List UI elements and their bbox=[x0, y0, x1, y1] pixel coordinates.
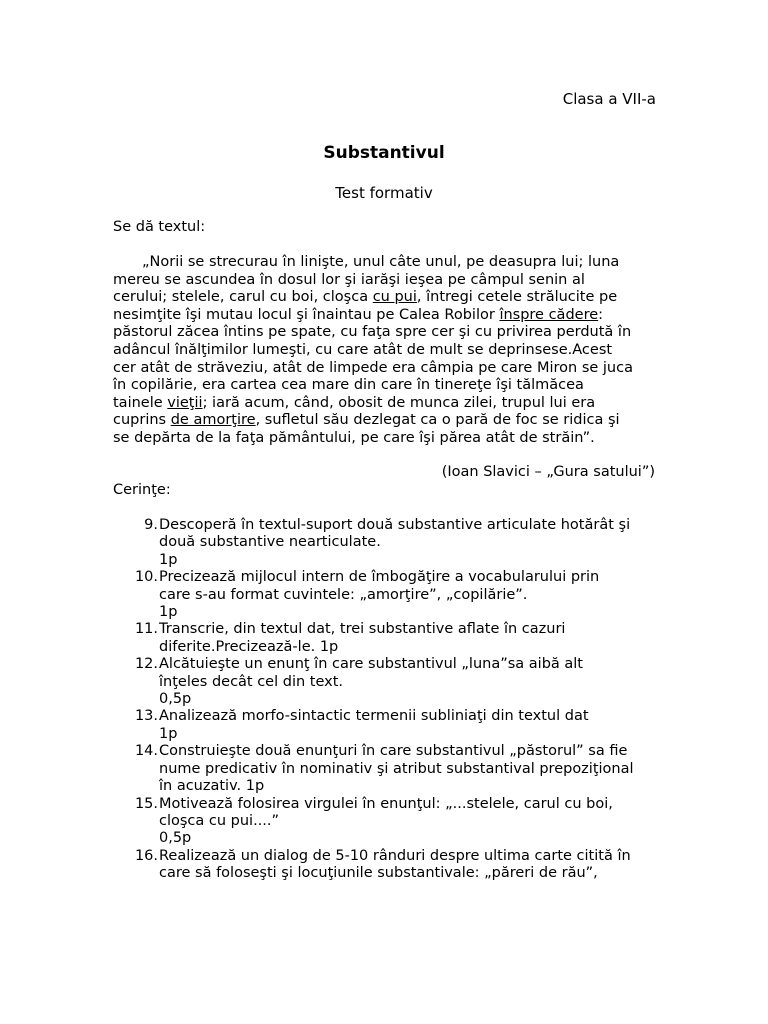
requirement-line: 1p bbox=[159, 725, 178, 742]
requirements-label: Cerinţe: bbox=[113, 482, 171, 498]
requirement-number: 11. bbox=[134, 621, 158, 638]
requirement-line: în acuzativ. 1p bbox=[159, 778, 265, 795]
requirement-text bbox=[159, 743, 658, 795]
passage-line bbox=[113, 289, 653, 307]
requirement-item bbox=[113, 848, 658, 883]
requirement-item bbox=[113, 517, 658, 569]
requirement-line: Precizează mijlocul intern de îmbogăţire a vocabularului prin bbox=[159, 569, 600, 586]
requirement-number: 9. bbox=[144, 517, 158, 533]
requirement-text bbox=[159, 517, 658, 569]
requirement-text bbox=[159, 708, 658, 743]
passage-source: (Ioan Slavici – „Gura satului”) bbox=[441, 464, 655, 480]
requirement-line: Descoperă în textul-suport două substantive articulate hotărât şi bbox=[159, 517, 631, 533]
requirement-item bbox=[113, 708, 658, 743]
requirement-number: 15. bbox=[134, 795, 158, 812]
passage-line bbox=[113, 412, 653, 430]
passage-text: nesimţite îşi mutau locul şi înaintau pe Calea Robilor bbox=[113, 306, 500, 323]
requirement-text bbox=[159, 796, 658, 848]
underlined-term: cu pui bbox=[372, 289, 417, 306]
requirement-text bbox=[159, 569, 658, 621]
requirement-line: cloşca cu pui....” bbox=[159, 812, 280, 829]
requirement-line: care să foloseşti şi locuţiunile substantivale: „păreri de rău”, bbox=[159, 865, 598, 882]
requirement-line: 0,5p bbox=[159, 691, 192, 708]
requirement-number: 16. bbox=[134, 847, 158, 864]
requirement-line: care s-au format cuvintele: „amorţire”, „copilărie”. bbox=[159, 586, 528, 603]
passage-line: adâncul înălţimilor lumeşti, cu care atât de mult se deprinsese.Acest bbox=[113, 341, 613, 358]
passage-line: în copilărie, era cartea cea mare din care în tinereţe îşi tălmăcea bbox=[113, 377, 584, 394]
passage-line: cer atât de străveziu, atât de limpede era câmpia pe care Miron se juca bbox=[113, 359, 633, 376]
requirement-line: nume predicativ în nominativ şi atribut substantival prepoziţional bbox=[159, 760, 634, 777]
underlined-term: vieţii bbox=[167, 394, 203, 411]
page-title: Substantivul bbox=[323, 143, 445, 163]
requirement-number: 13. bbox=[134, 708, 158, 725]
requirement-line: 0,5p bbox=[159, 830, 192, 847]
requirement-item bbox=[113, 743, 658, 795]
requirement-item bbox=[113, 796, 658, 848]
requirement-line: diferite.Precizează-le. 1p bbox=[159, 638, 339, 655]
requirement-line: Analizează morfo-sintactic termenii subliniaţi din textul dat bbox=[159, 708, 589, 725]
requirement-line: Alcătuieşte un enunţ în care substantivul „luna”sa aibă alt bbox=[159, 656, 583, 673]
requirement-text bbox=[159, 656, 658, 708]
requirement-item bbox=[113, 656, 658, 708]
passage-line: se depărta de la faţa pământului, pe care îşi părea atât de străin”. bbox=[113, 429, 595, 446]
requirement-line: Realizează un dialog de 5-10 rânduri despre ultima carte citită în bbox=[159, 847, 631, 864]
requirement-line: Construieşte două enunţuri în care substantivul „păstorul” sa fie bbox=[159, 743, 628, 760]
page-subtitle: Test formativ bbox=[335, 184, 433, 202]
grade-label: Clasa a VII-a bbox=[562, 90, 656, 108]
passage-text: tainele bbox=[113, 394, 168, 411]
passage-text: cerului; stelele, carul cu boi, cloşca bbox=[113, 289, 373, 306]
requirement-line: 1p bbox=[159, 604, 178, 621]
passage-line: păstorul zăcea întins pe spate, cu faţa spre cer şi cu privirea perdută în bbox=[113, 324, 632, 341]
requirement-item bbox=[113, 621, 658, 656]
requirement-line: 1p bbox=[159, 551, 178, 568]
requirement-item bbox=[113, 569, 658, 621]
passage-line: mereu se ascundea în dosul lor şi iarăşi ieşea pe câmpul senin al bbox=[113, 271, 585, 288]
requirement-line: Transcrie, din textul dat, trei substantive aflate în cazuri bbox=[159, 621, 566, 638]
requirement-text bbox=[159, 848, 658, 883]
requirement-line: două substantive nearticulate. bbox=[159, 534, 381, 551]
passage-text: , întregi cetele strălucite pe bbox=[416, 289, 618, 306]
requirement-number: 10. bbox=[134, 569, 158, 586]
requirements-list bbox=[113, 517, 658, 883]
requirement-number: 14. bbox=[134, 743, 158, 760]
passage-line: „Norii se strecurau în linişte, unul câte unul, pe deasupra lui; luna bbox=[142, 254, 620, 270]
literary-passage bbox=[113, 254, 653, 448]
given-text-label: Se dă textul: bbox=[113, 219, 206, 235]
passage-text: ; iară acum, când, obosit de munca zilei, trupul lui era bbox=[202, 394, 596, 411]
passage-text: : bbox=[598, 306, 604, 323]
underlined-term: de amorţire bbox=[170, 412, 256, 429]
requirement-line: înţeles decât cel din text. bbox=[159, 673, 344, 690]
requirement-line: Motivează folosirea virgulei în enunţul: „...stelele, carul cu boi, bbox=[159, 795, 613, 812]
passage-line bbox=[113, 307, 653, 325]
requirement-text bbox=[159, 621, 658, 656]
requirement-number: 12. bbox=[134, 656, 158, 673]
passage-text: , sufletul său dezlegat ca o pară de foc se ridica şi bbox=[255, 412, 620, 429]
passage-text: cuprins bbox=[113, 412, 171, 429]
passage-line bbox=[113, 395, 653, 413]
underlined-term: înspre cădere bbox=[499, 306, 599, 323]
